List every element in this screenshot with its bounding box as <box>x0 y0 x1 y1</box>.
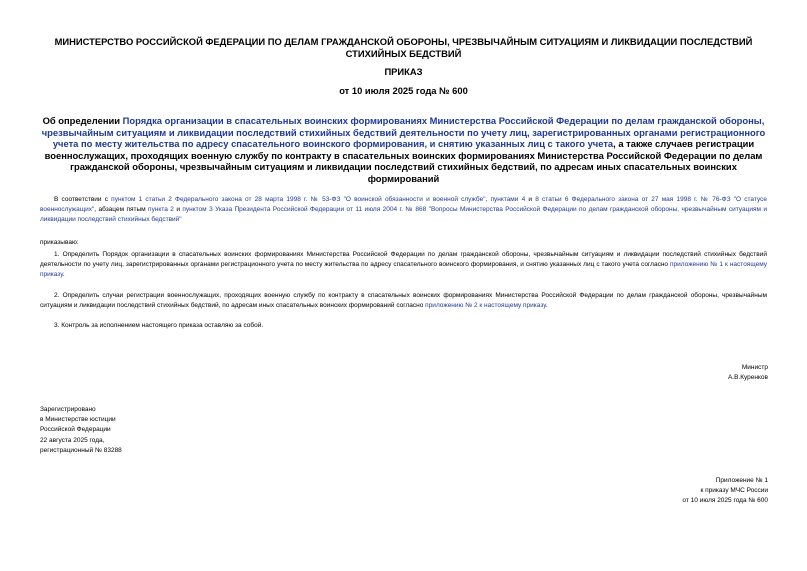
point-2-link[interactable]: пункта 2 <box>148 206 174 214</box>
appendix-header <box>682 476 768 507</box>
item-1-end: . <box>62 271 65 279</box>
registration-line: Зарегистрировано <box>40 406 96 413</box>
preamble-paragraph <box>40 195 767 226</box>
title-procedure-link[interactable]: Порядка организации в спасательных воинских формированиях Министерства Российской Федерации по делам гражданской обороны, чрезвычайным ситуациям и ликвидации последствий стихийных бедствий деятельности по учету лиц, зарегистрированных органами регистрационного учета по месту жительства по адресу спасательного воинского формирования, и снятию указанных лиц с такого учета <box>41 115 766 150</box>
preamble-text: В соответствии с <box>54 196 112 203</box>
signatory-position: Министр <box>741 364 768 371</box>
decree-868-link[interactable]: пунктом 3 Указа Президента Российской Федерации от 11 июля 2004 г. № 868 "Вопросы Министерства Российской Федерации по делам гражданской обороны, чрезвычайным ситуациям и ликвидации последствий стихийных бедствий" <box>40 206 767 224</box>
item-1 <box>40 250 767 281</box>
order-word: приказываю: <box>40 239 79 246</box>
item-3: 3. Контроль за исполнением настоящего приказа оставляю за собой. <box>54 322 264 329</box>
law-76fz-link[interactable]: 8 статьи 6 Федерального закона от 27 мая 1998 г. № 76-ФЗ "О статусе военнослужащих" <box>40 196 767 214</box>
preamble-text: , абзацем пятым <box>94 206 149 214</box>
points-4-link[interactable]: пунктами 4 <box>490 196 526 203</box>
law-53fz-link[interactable]: пунктом 1 статьи 2 Федерального закона от 28 марта 1998 г. № 53-ФЗ "О воинской обязанности и военной службе" <box>111 196 486 203</box>
preamble-text: и <box>525 196 536 203</box>
ministry-heading: МИНИСТЕРСТВО РОССИЙСКОЙ ФЕДЕРАЦИИ ПО ДЕЛАМ ГРАЖДАНСКОЙ ОБОРОНЫ, ЧРЕЗВЫЧАЙНЫМ СИТУАЦИЯМ И ЛИКВИДАЦИИ ПОСЛЕДСТВИЙ СТИХИЙНЫХ БЕДСТВИЙ <box>54 36 753 59</box>
document-type: ПРИКАЗ <box>384 66 423 77</box>
signature-block <box>728 363 768 383</box>
order-title <box>40 115 767 185</box>
appendix-reference: к приказу МЧС России <box>700 487 768 495</box>
appendix-number: Приложение № 1 <box>715 477 768 484</box>
item-2-text: 2. Определить случаи регистрации военнослужащих, проходящих военную службу по контракту в спасательных воинских формированиях Министерства Российской Федерации по делам гражданской обороны, чрезвычайным ситуациям и ликвидации последствий стихийных бедствий, по адресам иных спасательных воинских формирований согласно <box>40 292 767 310</box>
title-suffix: , а также случаев регистрации военнослужащих, проходящих военную службу по контракту в спасательных воинских формированиях Министерства Российской Федерации по делам гражданской обороны, чрезвычайным ситуациям и ликвидации последствий стихийных бедствий, по адресам иных спасательных воинских формирований <box>44 138 763 184</box>
appendix-1-link[interactable]: приложению № 1 к настоящему приказу <box>40 261 768 279</box>
registration-block <box>40 405 122 456</box>
appendix-date: от 10 июля 2025 года № 600 <box>682 497 768 505</box>
preamble-text: и <box>173 206 183 214</box>
title-prefix: Об определении <box>42 115 123 126</box>
registration-line: Российской Федерации <box>40 426 111 434</box>
item-2 <box>40 291 767 311</box>
item-1-text: 1. Определить Порядок организации в спасательных воинских формированиях Министерства Российской Федерации по делам гражданской обороны, чрезвычайным ситуациям и ликвидации последствий стихийных бедствий деятельности по учету лиц, зарегистрированных органами регистрационного учета по месту жительства по адресу спасательного воинского формирования, и снятию указанных лиц с такого учета согласно <box>40 251 767 269</box>
registration-number: регистрационный № 83288 <box>40 446 122 454</box>
registration-date: 22 августа 2025 года, <box>40 436 105 444</box>
item-2-end: . <box>545 302 548 310</box>
order-date-number: от 10 июля 2025 года № 600 <box>339 85 468 96</box>
appendix-2-link[interactable]: приложению № 2 к настоящему приказу <box>425 302 546 310</box>
registration-line: в Министерстве юстиции <box>40 416 116 424</box>
signatory-name: А.В.Куренков <box>727 374 768 382</box>
preamble-text: , <box>485 196 491 203</box>
